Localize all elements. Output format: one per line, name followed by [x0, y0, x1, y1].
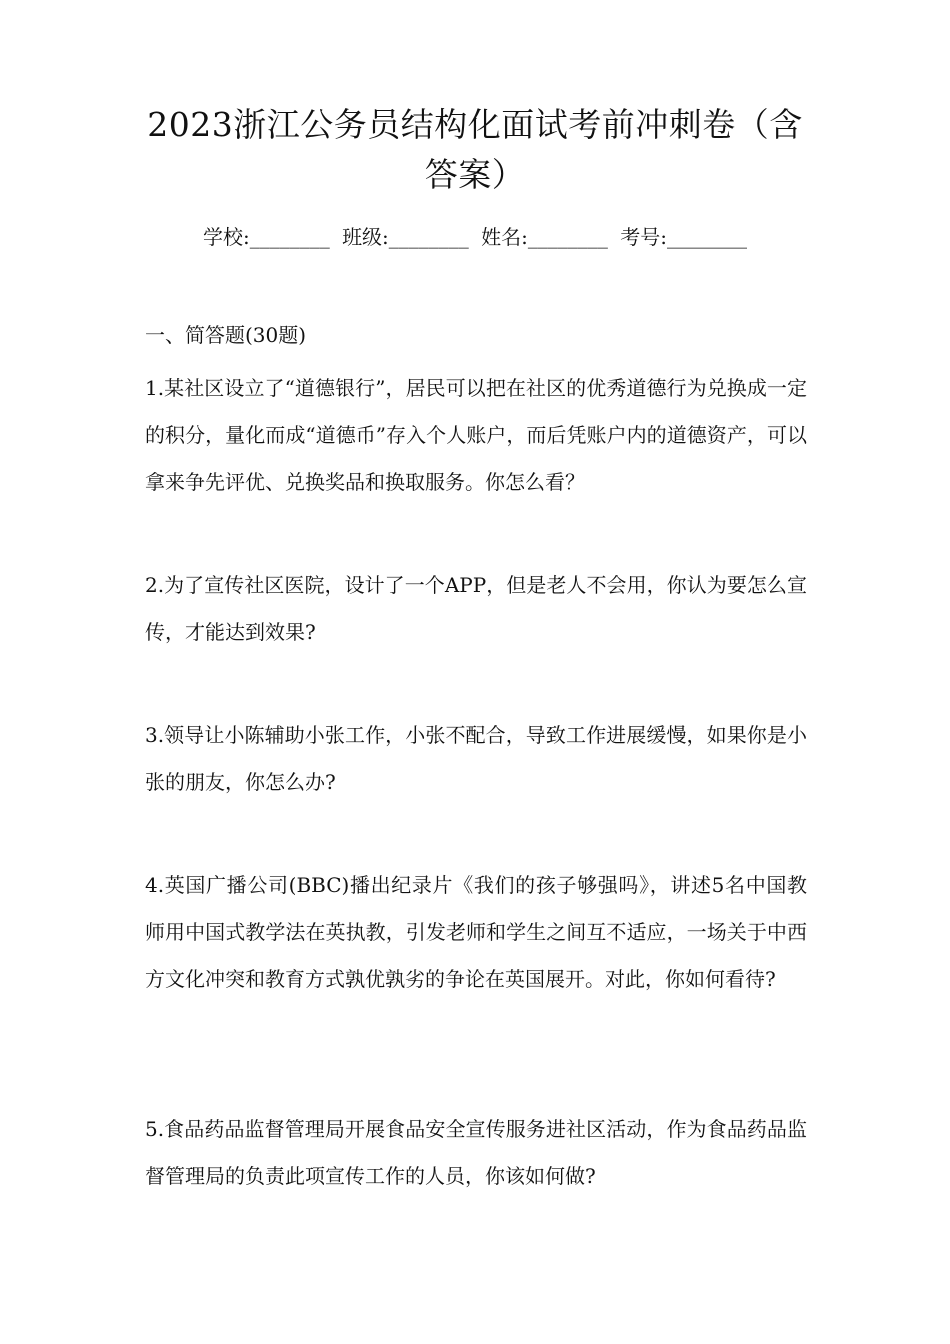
question-3: 3.领导让小陈辅助小张工作，小张不配合，导致工作进展缓慢，如果你是小张的朋友，你怎么办?	[145, 723, 807, 794]
school-field: 学校:________	[202, 225, 330, 249]
section-heading: 一、简答题(30题)	[145, 323, 307, 347]
name-field: 姓名:________	[481, 225, 608, 249]
document-title-line-2: 答案）	[424, 155, 526, 194]
student-info-line	[145, 222, 805, 252]
question-1: 1.某社区设立了“道德银行”，居民可以把在社区的优秀道德行为兑换成一定的积分，量化而成“道德币”存入个人账户，而后凭账户内的道德资产，可以拿来争先评优、兑换奖品和换取服务。你怎么看？	[145, 376, 807, 494]
exam-number-field: 考号:________	[620, 225, 748, 249]
question-4: 4.英国广播公司(BBC)播出纪录片《我们的孩子够强吗》，讲述5名中国教师用中国式教学法在英执教，引发老师和学生之间互不适应，一场关于中西方文化冲突和教育方式孰优孰劣的争论在英国展开。对此，你如何看待?	[145, 873, 807, 991]
document-title-line-1: 2023浙江公务员结构化面试考前冲刺卷（含	[147, 105, 803, 144]
class-field: 班级:________	[342, 225, 469, 249]
document-title	[130, 100, 820, 200]
question-2: 2.为了宣传社区医院，设计了一个APP，但是老人不会用，你认为要怎么宣传，才能达到效果?	[145, 573, 807, 644]
question-5: 5.食品药品监督管理局开展食品安全宣传服务进社区活动，作为食品药品监督管理局的负责此项宣传工作的人员，你该如何做?	[145, 1117, 807, 1188]
